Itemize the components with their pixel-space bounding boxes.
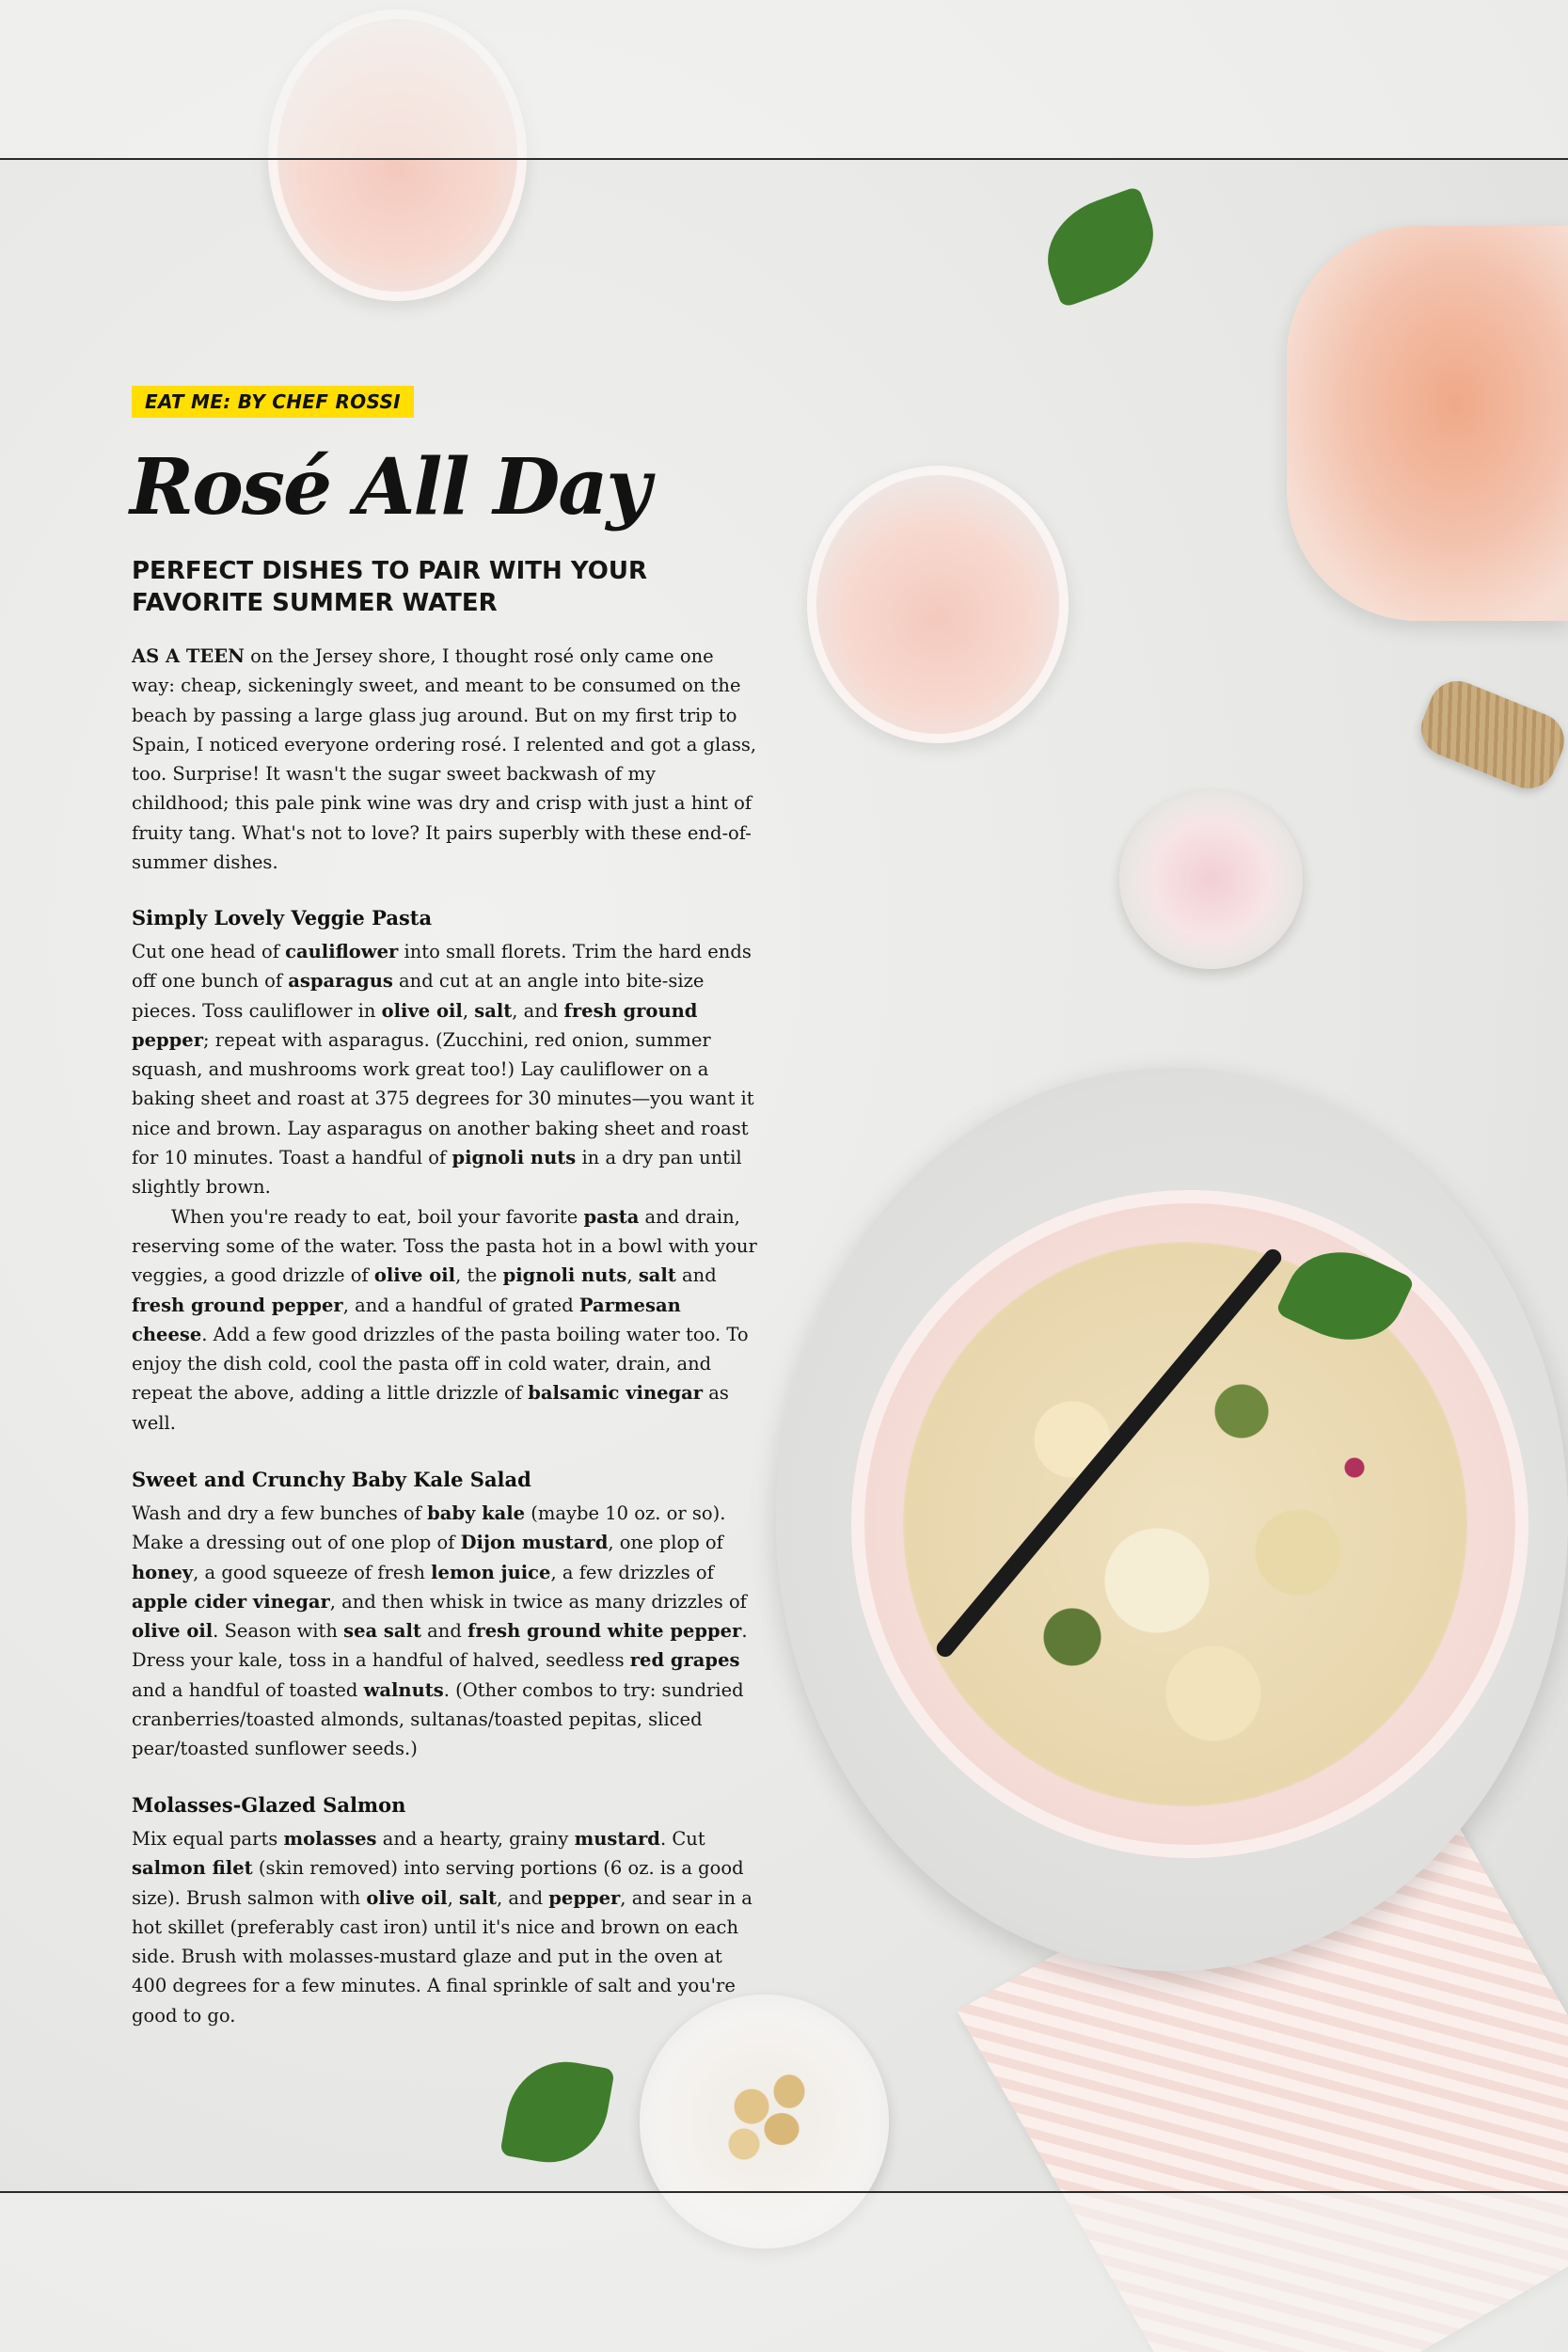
text-run: as well. [132, 1382, 729, 1434]
ingredient: salt [459, 1886, 498, 1909]
intro-text: on the Jersey shore, I thought rosé only came one way: cheap, sickeningly sweet, and meant to be consumed on the beach by passing a large glass jug around. But on my first trip to Spain, I noticed everyone ordering rosé. I relented and got a glass, too. Surprise! It wasn't the sugar sweet backwash of my childhood; this pale pink wine was dry and crisp with just a hint of fruity tang. What's not to love? It pairs superbly with these end-of-summer dishes. [132, 645, 757, 874]
text-run: into small florets. Trim the hard ends off one bunch of [132, 941, 752, 993]
text-run: and [675, 1264, 717, 1287]
ingredient: asparagus [288, 970, 393, 993]
ingredient: cauliflower [285, 941, 399, 962]
text-run: , and [512, 999, 564, 1022]
text-run: , [626, 1264, 639, 1287]
text-run: (maybe 10 oz. or so). Make a dressing out of one plop of [132, 1502, 726, 1554]
top-margin-band [0, 0, 1568, 158]
article-deck: PERFECT DISHES TO PAIR WITH YOUR FAVORITE SUMMER WATER [132, 557, 647, 617]
text-run: . (Other combos to try: sundried cranberries/toasted almonds, sultanas/toasted pepitas, sliced pear/toasted sunflower seeds.) [132, 1678, 744, 1760]
ingredient: salt [474, 999, 513, 1022]
ingredient: pignoli nuts [451, 1147, 577, 1169]
ingredient: fresh ground white pepper [467, 1620, 742, 1643]
recipe-pasta-p1 [132, 941, 754, 1198]
text-run: ; repeat with asparagus. (Zucchini, red onion, summer squash, and mushrooms work great too!) Lay cauliflower on a baking sheet and roast at 375 degrees for 30 minutes—you want it nice and brown. Lay asparagus on another baking sheet and roast for 10 minutes. Toast a handful of [132, 1028, 754, 1169]
bottom-margin-band [0, 2191, 1568, 2352]
ingredient: walnuts [363, 1678, 444, 1701]
parsley-sprig-top [1032, 185, 1168, 308]
ingredient: baby kale [427, 1502, 526, 1524]
text-run: (skin removed) into serving portions (6 oz. is a good size). Brush salmon with [132, 1857, 744, 1909]
ingredient: mustard [574, 1828, 660, 1850]
text-run: . Dress your kale, toss in a handful of halved, seedless [132, 1620, 748, 1672]
text-run: , and then whisk in twice as many drizzles of [329, 1590, 747, 1613]
section-kicker: EAT ME: BY CHEF ROSSI [132, 386, 414, 418]
text-run: and [420, 1620, 468, 1643]
ingredient: salmon filet [132, 1857, 253, 1880]
recipe-body-salmon [132, 1824, 757, 2030]
text-run: and drain, reserving some of the water. Toss the pasta hot in a bowl with your veggies, a good drizzle of [132, 1205, 757, 1287]
recipe-body-salad [132, 1499, 757, 1764]
text-run: and cut at an angle into bite-size pieces. Toss cauliflower in [132, 970, 705, 1022]
cork [1413, 673, 1568, 797]
ingredient: olive oil [373, 1264, 456, 1287]
ingredient: pasta [583, 1205, 640, 1228]
text-run: Wash and dry a few bunches of [132, 1502, 428, 1524]
recipe-heading-salad: Sweet and Crunchy Baby Kale Salad [132, 1468, 531, 1491]
parsley-leaf-bottom [499, 2053, 615, 2172]
text-run: . Add a few good drizzles of the pasta boiling water too. To enjoy the dish cold, cool the pasta off in cold water, drain, and repeat the above, adding a little drizzle of [132, 1323, 749, 1405]
bottom-rule [0, 2191, 1568, 2193]
text-run: , [462, 999, 475, 1022]
text-run: Cut one head of [132, 941, 286, 962]
ingredient: red grapes [629, 1649, 740, 1672]
ingredient: pignoli nuts [502, 1264, 627, 1287]
text-run: , the [455, 1264, 503, 1287]
ingredient: Parmesan cheese [132, 1294, 681, 1345]
recipe-heading-pasta: Simply Lovely Veggie Pasta [132, 906, 433, 930]
recipe-salad-p1 [132, 1502, 748, 1759]
text-run: , a good squeeze of fresh [193, 1561, 432, 1583]
ingredient: pepper [548, 1886, 621, 1909]
text-run: , and sear in a hot skillet (preferably cast iron) until it's nice and brown on each side. Brush with molasses-mustard glaze and put in the oven at 400 degrees for a few minutes. A final sprinkle of salt and you're good to go. [132, 1886, 752, 2026]
ingredient: olive oil [132, 1620, 214, 1643]
ingredient: sea salt [343, 1620, 421, 1643]
text-run: , and [497, 1886, 549, 1909]
intro-paragraph [132, 642, 757, 877]
ingredient: lemon juice [431, 1561, 551, 1583]
recipe-body-pasta [132, 937, 757, 1438]
ingredient: apple cider vinegar [132, 1590, 330, 1613]
ingredient: Dijon mustard [460, 1532, 609, 1554]
ingredient: honey [132, 1561, 194, 1583]
text-run: in a dry pan until slightly brown. [132, 1147, 742, 1199]
top-rule [0, 158, 1568, 160]
text-run: Mix equal parts [132, 1828, 284, 1850]
recipe-pasta-p2 [132, 1202, 757, 1438]
ingredient: molasses [283, 1828, 377, 1850]
text-run: , a few drizzles of [550, 1561, 714, 1583]
text-run: . Season with [213, 1620, 344, 1643]
rose-glass-middle [807, 466, 1069, 743]
article-title: Rosé All Day [130, 442, 650, 532]
text-run: , one plop of [608, 1532, 723, 1554]
ingredient: olive oil [366, 1886, 448, 1909]
ingredient: balsamic vinegar [528, 1382, 704, 1405]
ingredient: olive oil [381, 999, 463, 1022]
text-run: and a hearty, grainy [376, 1828, 575, 1850]
intro-lede: AS A TEEN [132, 645, 245, 667]
pink-salt-bowl [1119, 790, 1303, 969]
text-run: and a handful of toasted [132, 1678, 364, 1701]
text-run: , and a handful of grated [342, 1294, 579, 1316]
recipe-heading-salmon: Molasses-Glazed Salmon [132, 1793, 406, 1817]
text-run: . Cut [659, 1828, 705, 1850]
text-run: When you're ready to eat, boil your favorite [171, 1205, 584, 1228]
ingredient: salt [638, 1264, 676, 1287]
rose-bottle [1287, 226, 1568, 621]
pine-nuts [691, 2046, 842, 2197]
recipe-salmon-p1 [132, 1828, 752, 2026]
ingredient: fresh ground pepper [132, 1294, 343, 1316]
ingredient: fresh ground pepper [132, 999, 698, 1051]
text-run: , [447, 1886, 459, 1909]
